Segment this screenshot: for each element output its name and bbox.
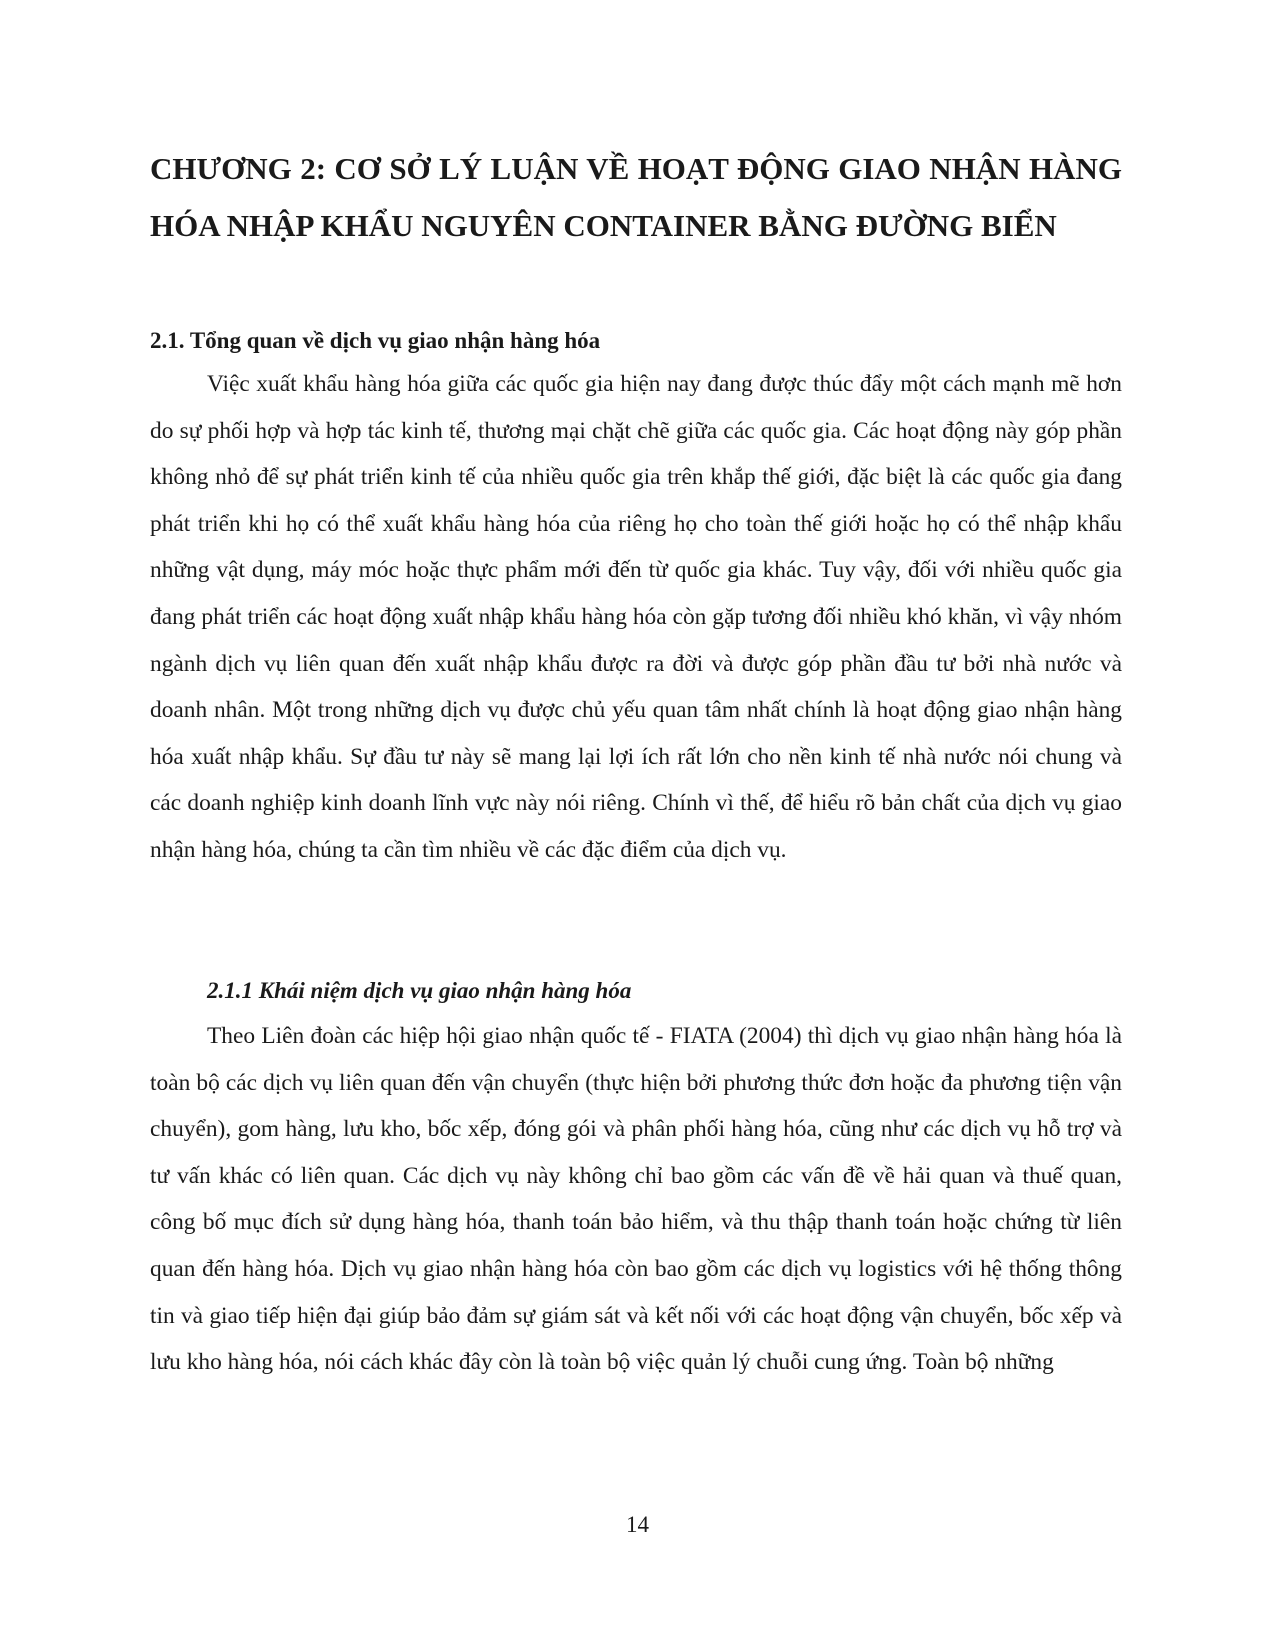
page-number: 14	[626, 1512, 649, 1537]
section-2-1-1-paragraph: Theo Liên đoàn các hiệp hội giao nhận quốc tế - FIATA (2004) thì dịch vụ giao nhận hàng hóa là toàn bộ các dịch vụ liên quan đến vận chuyển (thực hiện bởi phương thức đơn hoặc đa phương tiện vận chuyển), gom hàng, lưu kho, bốc xếp, đóng gói và phân phối hàng hóa, cũng như các dịch vụ hỗ trợ và tư vấn khác có liên quan. Các dịch vụ này không chỉ bao gồm các vấn đề về hải quan và thuế quan, công bố mục đích sử dụng hàng hóa, thanh toán bảo hiểm, và thu thập thanh toán hoặc chứng từ liên quan đến hàng hóa. Dịch vụ giao nhận hàng hóa còn bao gồm các dịch vụ logistics với hệ thống thông tin và giao tiếp hiện đại giúp bảo đảm sự giám sát và kết nối với các hoạt động vận chuyển, bốc xếp và lưu kho hàng hóa, nói cách khác đây còn là toàn bộ việc quản lý chuỗi cung ứng. Toàn bộ những	[150, 1023, 1122, 1376]
section-2-1-paragraph: Việc xuất khẩu hàng hóa giữa các quốc gia hiện nay đang được thúc đẩy một cách mạnh mẽ hơn do sự phối hợp và hợp tác kinh tế, thương mại chặt chẽ giữa các quốc gia. Các hoạt động này góp phần không nhỏ để sự phát triển kinh tế của nhiều quốc gia trên khắp thế giới, đặc biệt là các quốc gia đang phát triển khi họ có thể xuất khẩu hàng hóa của riêng họ cho toàn thế giới hoặc họ có thể nhập khẩu những vật dụng, máy móc hoặc thực phẩm mới đến từ quốc gia khác. Tuy vậy, đối với nhiều quốc gia đang phát triển các hoạt động xuất nhập khẩu hàng hóa còn gặp tương đối nhiều khó khăn, vì vậy nhóm ngành dịch vụ liên quan đến xuất nhập khẩu được ra đời và được góp phần đầu tư bởi nhà nước và doanh nhân. Một trong những dịch vụ được chủ yếu quan tâm nhất chính là hoạt động giao nhận hàng hóa xuất nhập khẩu. Sự đầu tư này sẽ mang lại lợi ích rất lớn cho nền kinh tế nhà nước nói chung và các doanh nghiệp kinh doanh lĩnh vực này nói riêng. Chính vì thế, để hiểu rõ bản chất của dịch vụ giao nhận hàng hóa, chúng ta cần tìm nhiều về các đặc điểm của dịch vụ.	[150, 371, 1122, 863]
section-heading-2-1: 2.1. Tổng quan về dịch vụ giao nhận hàng hóa	[150, 328, 601, 353]
subsection-heading-2-1-1: 2.1.1 Khái niệm dịch vụ giao nhận hàng hóa	[207, 978, 632, 1003]
chapter-title: CHƯƠNG 2: CƠ SỞ LÝ LUẬN VỀ HOẠT ĐỘNG GIAO NHẬN HÀNG HÓA NHẬP KHẨU NGUYÊN CONTAINER BẰNG ĐƯỜNG BIỂN	[150, 151, 1122, 243]
